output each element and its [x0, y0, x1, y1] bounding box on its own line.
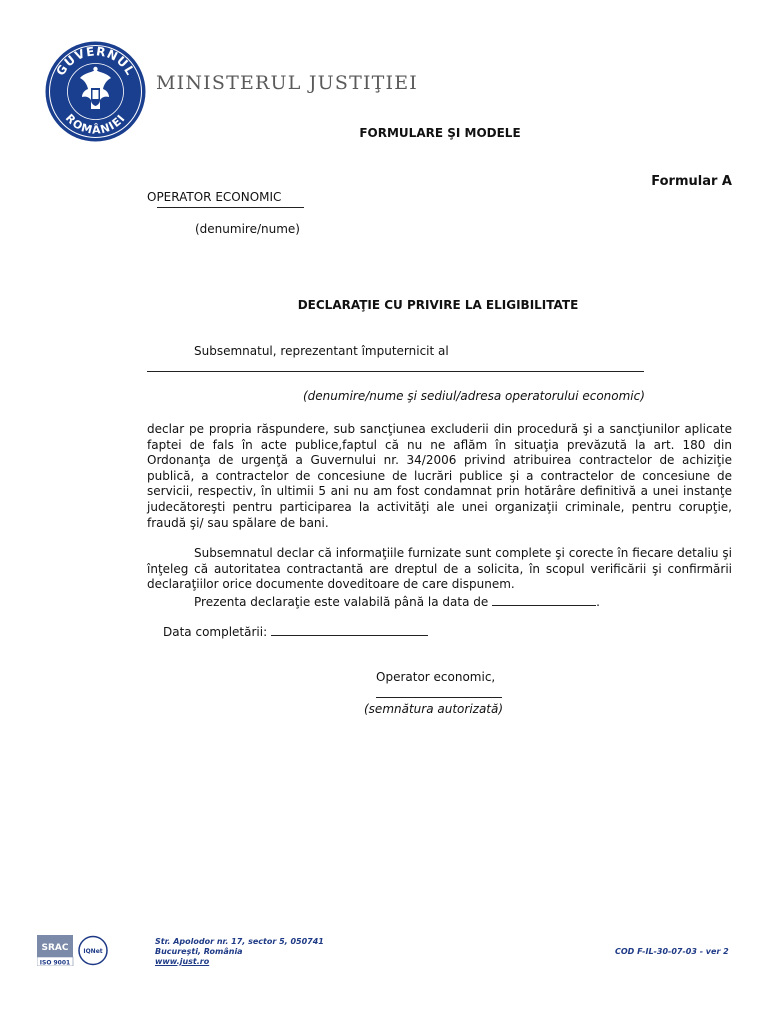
representative-intro: Subsemnatul, reprezentant împuternicit al	[194, 344, 449, 358]
completion-date	[163, 624, 428, 639]
website-link[interactable]: www.just.ro	[155, 957, 210, 966]
footer-address	[155, 937, 324, 967]
address-line-1: Str. Apolodor nr. 17, sector 5, 050741	[155, 937, 324, 946]
signature-label: Operator economic,	[376, 670, 496, 684]
completion-date-label: Data completării:	[163, 625, 268, 639]
signature-blank	[376, 697, 502, 698]
operator-name-caption: (denumire/nume)	[195, 222, 300, 236]
operator-details-caption: (denumire/nume şi sediul/adresa operatorului economic)	[303, 389, 645, 403]
certification-logo-icon	[37, 935, 110, 966]
address-line-2: Bucureşti, România	[155, 947, 243, 956]
operator-details-blank	[147, 371, 644, 372]
form-label: Formular A	[651, 174, 732, 189]
section-title: FORMULARE ŞI MODELE	[359, 126, 521, 140]
declaration-paragraph-1: declar pe propria răspundere, sub sancţiunea excluderii din procedură şi a sancţiunilor aplicate faptei de fals în acte publice,faptul că nu ne aflăm în situaţia prevăzută la art. 180 din Ordonanţa de urgenţă a Guvernului nr. 34/2006 privind atribuirea contractelor de achiziţie publică, a contractelor de concesiune de lucrări publice şi a contractelor de concesiune de servicii, respectiv, în ultimii 5 ani nu am fost condamnat prin hotărâre definitivă a unei instanţe judecătoreşti pentru participarea la activităţi ale unei organizaţii criminale, pentru corupţie, fraudă şi/ sau spălare de bani.	[147, 422, 732, 530]
logo-sub: ISO 9001	[39, 959, 71, 966]
ministry-name: MINISTERUL JUSTIŢIEI	[156, 72, 419, 94]
signature-caption: (semnătura autorizată)	[364, 702, 504, 716]
operator-name-blank	[157, 207, 304, 208]
seal-text-bottom: ROMÂNIEI	[62, 111, 129, 137]
operator-label: OPERATOR ECONOMIC	[147, 190, 282, 204]
logo-text: SRAC	[41, 943, 69, 953]
declaration-paragraph-2: Subsemnatul declar că informaţiile furnizate sunt complete şi corecte în fiecare detaliu şi înţeleg că autoritatea contractantă are dreptul de a solicita, în scopul verificării şi confirmării declaraţiilor orice documente doveditoare de care dispunem.	[147, 546, 732, 592]
validity-statement	[194, 594, 600, 609]
completion-date-blank	[271, 624, 428, 636]
validity-text: Prezenta declaraţie este valabilă până la data de	[194, 595, 489, 609]
validity-suffix: .	[596, 595, 600, 609]
declaration-title: DECLARAŢIE CU PRIVIRE LA ELIGIBILITATE	[297, 298, 579, 312]
logo-side: IQNet	[83, 948, 103, 955]
seal-text-top: GUVERNUL	[53, 44, 138, 79]
document-code: COD F-IL-30-07-03 - ver 2	[615, 947, 729, 956]
validity-date-blank	[492, 594, 596, 606]
